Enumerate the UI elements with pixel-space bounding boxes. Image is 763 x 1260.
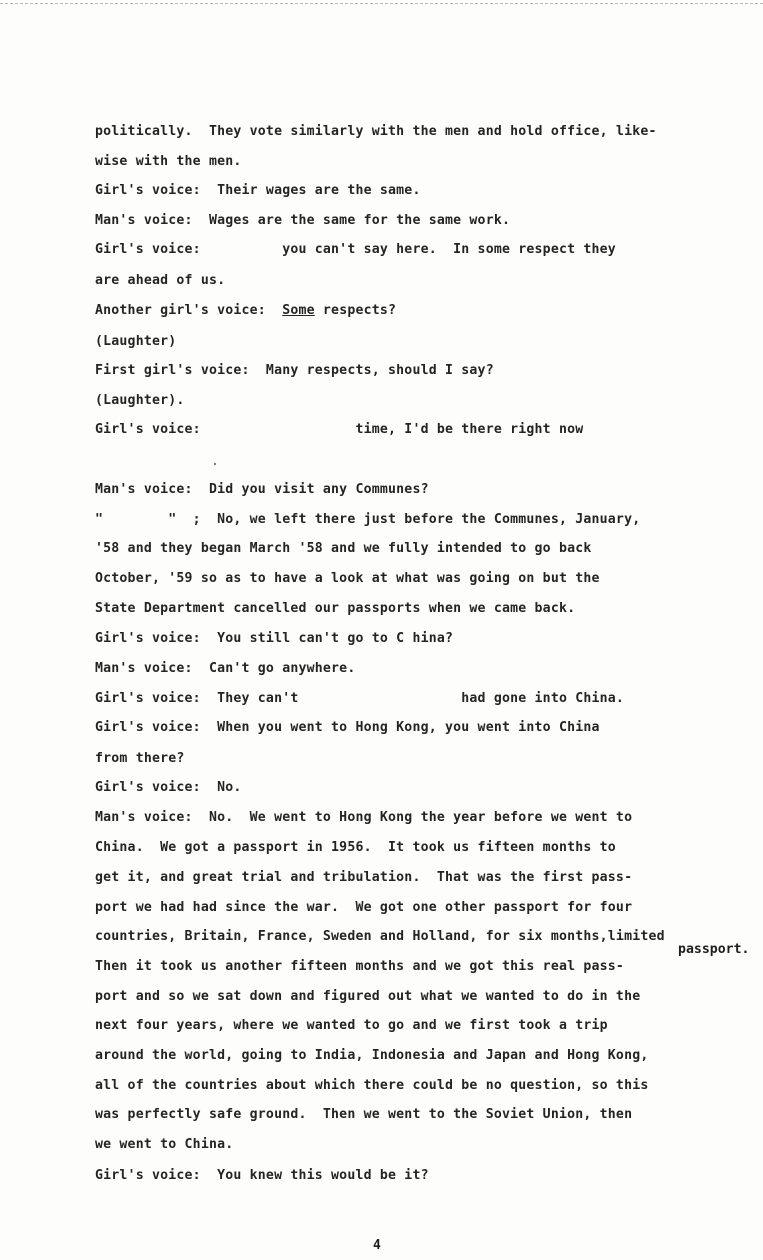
text-line: we went to China. [95, 1137, 234, 1152]
text-line: Girl's voice: You knew this would be it? [95, 1168, 429, 1183]
text-line: October, '59 so as to have a look at what was going on but the [95, 571, 600, 586]
text-line: are ahead of us. [95, 273, 226, 288]
text-line: " " ; No, we left there just before the Communes, January, [95, 512, 641, 527]
text-line: wise with the men. [95, 154, 242, 169]
page-number: 4 [373, 1238, 381, 1253]
text-line: (Laughter). [95, 393, 185, 408]
text-line: Then it took us another fifteen months and we got this real pass- [95, 959, 625, 974]
text-line: all of the countries about which there could be no question, so this [95, 1078, 649, 1093]
text-line: Girl's voice: You still can't go to C hina? [95, 631, 454, 646]
text-line: Man's voice: Wages are the same for the same work. [95, 213, 511, 228]
text-line: port and so we sat down and figured out what we wanted to do in the [95, 989, 641, 1004]
text-line: '58 and they began March '58 and we fully intended to go back [95, 541, 592, 556]
text-line: First girl's voice: Many respects, should I say? [95, 363, 494, 378]
text-line: from there? [95, 751, 185, 766]
text-line: State Department cancelled our passports when we came back. [95, 601, 576, 616]
text-line: China. We got a passport in 1956. It took us fifteen months to [95, 840, 616, 855]
text-line: Girl's voice: No. [95, 780, 242, 795]
text-line: Man's voice: Can't go anywhere. [95, 661, 356, 676]
text-line: politically. They vote similarly with the men and hold office, like- [95, 124, 657, 139]
text-line: around the world, going to India, Indonesia and Japan and Hong Kong, [95, 1048, 649, 1063]
text-line: get it, and great trial and tribulation. That was the first pass- [95, 870, 633, 885]
text-line: Man's voice: No. We went to Hong Kong the year before we went to [95, 810, 633, 825]
text-line: Girl's voice: time, I'd be there right now [95, 422, 584, 437]
text-line: Girl's voice: When you went to Hong Kong, you went into China [95, 720, 600, 735]
text-fragment: respects? [314, 303, 397, 318]
text-line: Man's voice: Did you visit any Communes? [95, 482, 429, 497]
ink-speck [214, 463, 216, 465]
speaker-label: Another girl's voice: [95, 303, 283, 318]
text-line: was perfectly safe ground. Then we went to the Soviet Union, then [95, 1107, 633, 1122]
text-line: (Laughter) [95, 334, 177, 349]
text-line: port we had had since the war. We got one other passport for four [95, 900, 633, 915]
text-line-with-underline [95, 303, 396, 319]
text-line: Girl's voice: Their wages are the same. [95, 183, 421, 198]
underlined-word: Some [282, 303, 315, 318]
text-line: Girl's voice: They can't had gone into China. [95, 691, 625, 706]
margin-note: passport. [678, 942, 750, 957]
text-line: Girl's voice: you can't say here. In some respect they [95, 242, 616, 257]
text-line: next four years, where we wanted to go and we first took a trip [95, 1018, 608, 1033]
text-line: countries, Britain, France, Sweden and Holland, for six months,limited [95, 929, 665, 944]
top-border-rule [0, 3, 763, 4]
